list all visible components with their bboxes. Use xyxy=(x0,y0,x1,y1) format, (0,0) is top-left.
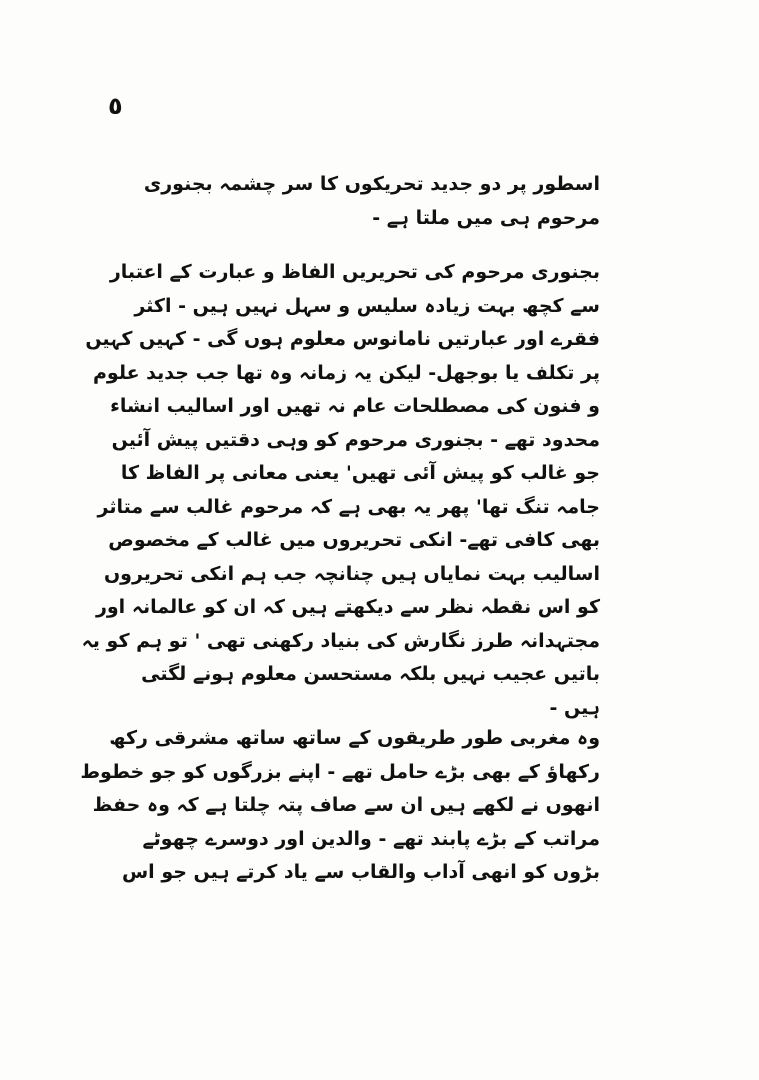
text-line: باتیں عجیب نہیں بلکہ مستحسن معلوم ہونے لگتی xyxy=(141,663,600,685)
text-line: اسالیب بہت نمایاں ہیں چنانچہ جب ہم انکی تحریروں xyxy=(103,562,600,585)
text-line: جو غالب کو پیش آئی تھیں' یعنی معانی پر الفاظ کا xyxy=(120,462,600,484)
text-line: انھوں نے لکھے ہیں ان سے صاف پتہ چلتا ہے کہ وہ حفظ xyxy=(92,794,600,816)
text-line: بجنوری مرحوم کی تحریریں الفاظ و عبارت کے اعتبار xyxy=(109,261,600,283)
text-line: وہ مغربی طور طریقوں کے ساتھ ساتھ مشرقی رکھ xyxy=(109,727,600,749)
text-line: پر تکلف یا بوجھل- لیکن یہ زمانہ وہ تھا جب جدید علوم xyxy=(93,361,600,384)
paragraph-1 xyxy=(143,168,600,235)
text-line: ہیں - xyxy=(549,696,600,719)
text-line: محدود تھے - بجنوری مرحوم کو وہی دقتیں پیش آئیں xyxy=(111,428,600,451)
text-line: جامہ تنگ تھا' پھر یہ بھی ہے کہ مرحوم غالب سے متاثر xyxy=(97,495,600,518)
page-number: ٥ xyxy=(108,92,123,120)
paragraph-2 xyxy=(81,256,600,725)
text-line: و فنون کی مصطلحات عام نہ تھیں اور اسالیب انشاء xyxy=(110,395,600,417)
text-line: کو اس نقطہ نظر سے دیکھتے ہیں کہ ان کو عالمانہ اور xyxy=(95,596,600,618)
text-line: بھی کافی تھے- انکی تحریروں میں غالب کے مخصوص xyxy=(108,529,600,551)
text-line: اسطور پر دو جدید تحریکوں کا سر چشمہ بجنوری xyxy=(143,173,600,195)
paragraph-3 xyxy=(80,722,600,890)
text-line: مراتب کے بڑے پابند تھے - والدین اور دوسرے چھوٹے xyxy=(142,827,600,850)
text-line: مجتہدانہ طرز نگارش کی بنیاد رکھنی تھی ' تو ہم کو یہ xyxy=(81,629,600,652)
text-line: بڑوں کو انھی آداب والقاب سے یاد کرتے ہیں جو اس xyxy=(121,861,600,883)
text-line: رکھاؤ کے بھی بڑے حامل تھے - اپنے بزرگوں کو جو خطوط xyxy=(80,760,600,783)
text-line: مرحوم ہی میں ملتا ہے - xyxy=(372,206,600,229)
text-line: فقرے اور عبارتیں نامانوس معلوم ہوں گی - کہیں کہیں xyxy=(85,328,600,350)
text-line: سے کچھ بہت زیادہ سلیس و سہل نہیں ہیں - اکثر xyxy=(134,294,600,317)
